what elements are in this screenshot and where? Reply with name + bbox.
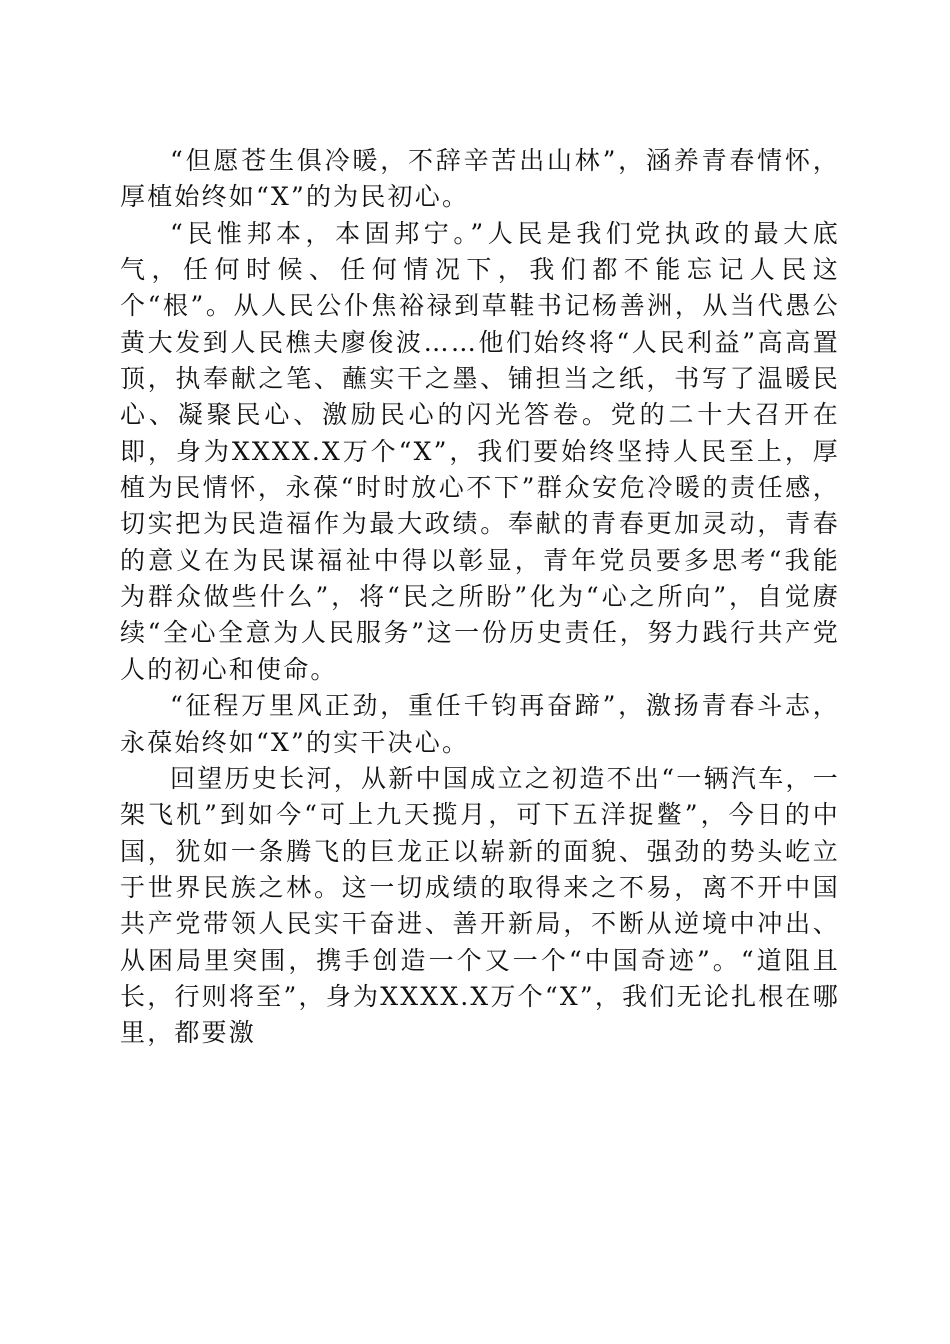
paragraph-2: “民惟邦本，本固邦宁。”人民是我们党执政的最大底气，任何时候、任何情况下，我们都不能忘记人民这个“根”。从人民公仆焦裕禄到草鞋书记杨善洲，从当代愚公黄大发到人民樵夫廖俊波……他们始终将“人民利益”高高置顶，执奉献之笔、蘸实干之墨、铺担当之纸，书写了温暖民心、凝聚民心、激励民心的闪光答卷。党的二十大召开在即，身为XXXX.X万个“X”，我们要始终坚持人民至上，厚植为民情怀，永葆“时时放心不下”群众安危冷暖的责任感，切实把为民造福作为最大政绩。奉献的青春更加灵动，青春的意义在为民谋福祉中得以彰显，青年党员要多思考“我能为群众做些什么”，将“民之所盼”化为“心之所向”，自觉赓续“全心全意为人民服务”这一份历史责任，努力践行共产党人的初心和使命。: [120, 218, 840, 684]
paragraph-4: 回望历史长河，从新中国成立之初造不出“一辆汽车，一架飞机”到如今“可上九天揽月，可下五洋捉鳖”，今日的中国，犹如一条腾飞的巨龙正以崭新的面貌、强劲的势头屹立于世界民族之林。这一切成绩的取得来之不易，离不开中国共产党带领人民实干奋进、善开新局，不断从逆境中冲出、从困局里突围，携手创造一个又一个“中国奇迹”。“道阻且长，行则将至”，身为XXXX.X万个“X”，我们无论扎根在哪里，都要激: [120, 763, 840, 1048]
paragraph-1: “但愿苍生俱冷暖，不辞辛苦出山林”，涵养青春情怀，厚植始终如“X”的为民初心。: [120, 146, 840, 212]
document-body: [120, 143, 840, 1052]
paragraph-3: “征程万里风正劲，重任千钧再奋蹄”，激扬青春斗志，永葆始终如“X”的实干决心。: [120, 691, 840, 757]
